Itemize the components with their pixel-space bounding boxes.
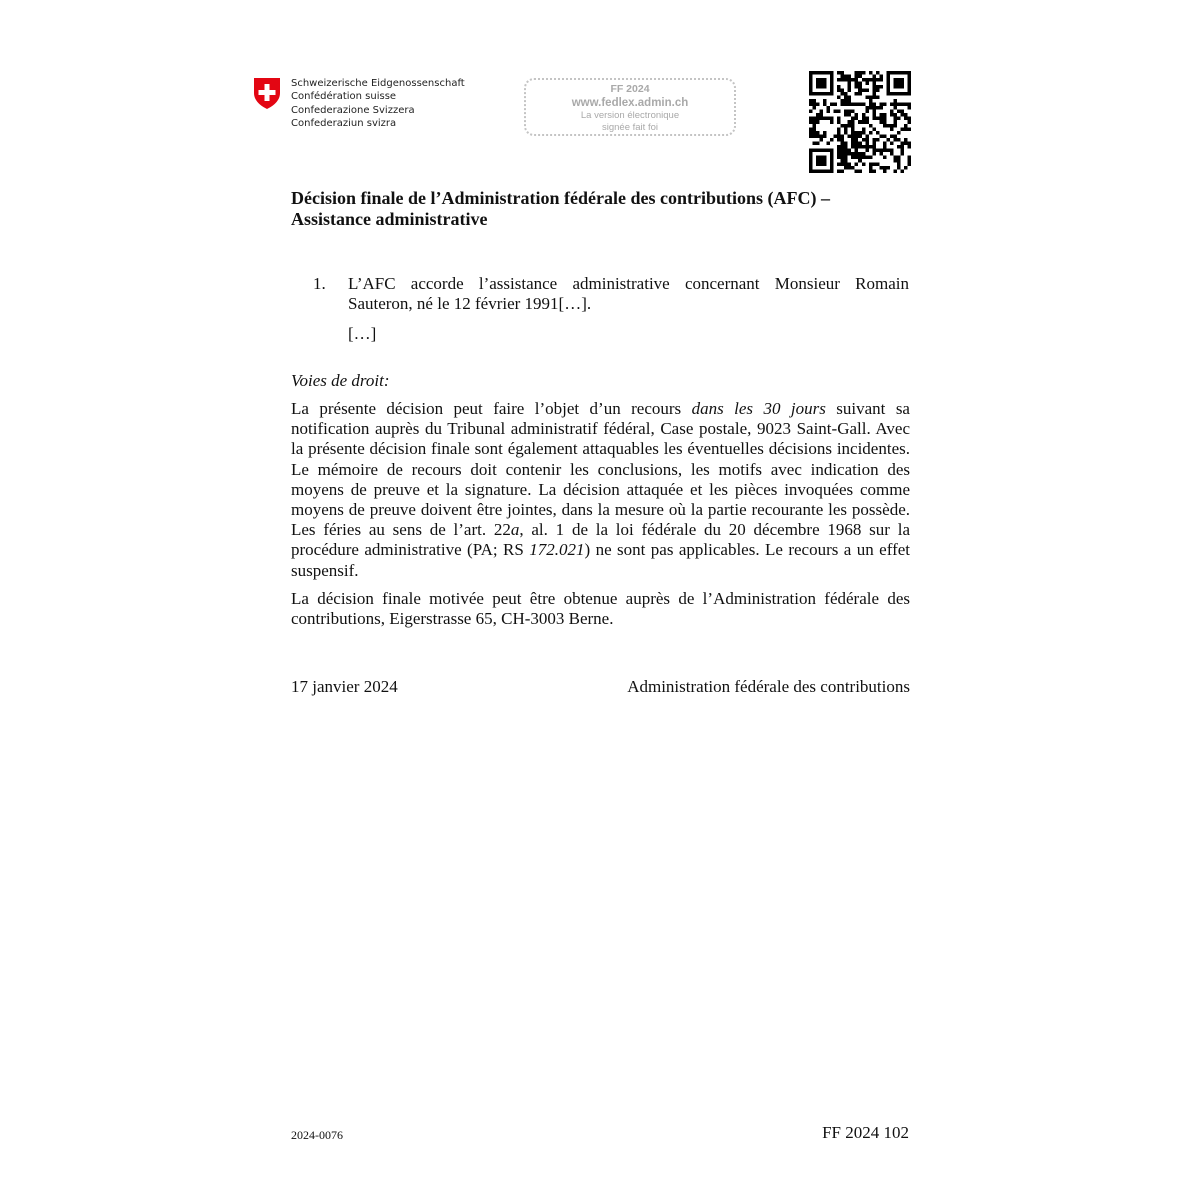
stamp-note-2: signée fait foi (602, 121, 658, 133)
reasoned-decision-paragraph: La décision finale motivée peut être obtenue auprès de l’Administration fédérale des contributions, Eigerstrasse 65, CH-3003 Berne. (291, 589, 910, 629)
qr-code-icon (809, 71, 911, 173)
confederation-name-rm: Confederaziun svizra (291, 118, 397, 130)
confederation-logo (253, 77, 465, 131)
confederation-name-it: Confederazione Svizzera (291, 104, 415, 116)
signature-stamp (524, 78, 736, 136)
document-title-line-2: Assistance administrative (291, 209, 488, 229)
para1-text-3: , al. 1 de la loi fédérale du 20 décembre 1968 sur la procédure administrative (PA; RS (291, 520, 910, 560)
document-title-line-1: Décision finale de l’Administration fédérale des contributions (AFC) – (291, 188, 830, 208)
confederation-names (291, 77, 465, 131)
omission-marker: […] (348, 324, 377, 343)
stamp-ff-label: FF 2024 (610, 83, 650, 95)
issuing-authority: Administration fédérale des contributions (627, 677, 910, 696)
item-number: 1. (313, 274, 326, 293)
legal-remedies-heading: Voies de droit: (291, 371, 390, 390)
para1-text-2: suivant sa notification auprès du Tribunal administratif fédéral, Case postale, 9023 Saint-Gall. Avec la présente décision finale sont également attaquables les éventuelles décisions incidentes. Le mémoire de recours doit contenir les conclusions, les motifs avec indication des moyens de preuve et la signature. La décision attaquée et les pièces invoquées comme moyens de preuve doivent être jointes, dans la mesure où la partie recourante les possède. Les féries au sens de l’art. 22 (291, 399, 910, 540)
document-date: 17 janvier 2024 (291, 677, 398, 696)
para1-rs-number: 172.021 (529, 540, 585, 560)
confederation-name-de: Schweizerische Eidgenossenschaft (291, 78, 465, 89)
stamp-url: www.fedlex.admin.ch (571, 97, 689, 109)
document-title (291, 188, 911, 230)
para1-deadline: dans les 30 jours (691, 399, 826, 418)
para1-text-4: ) ne sont pas applicables. Le recours a un effet suspensif. (291, 540, 910, 580)
decision-item (313, 274, 909, 314)
swiss-cross-shield-icon (253, 77, 281, 110)
para1-text-1: La présente décision peut faire l’objet d’un recours (291, 399, 692, 418)
stamp-note-1: La version électronique (580, 110, 680, 121)
federal-gazette-reference: FF 2024 102 (822, 1123, 909, 1142)
document-code: 2024-0076 (291, 1128, 343, 1142)
confederation-name-fr: Confédération suisse (291, 91, 397, 103)
item-text: L’AFC accorde l’assistance administrative concernant Monsieur Romain Sauteron, né le 12 février 1991[…]. (348, 274, 909, 314)
legal-remedies-paragraph (291, 399, 910, 581)
para1-article-letter: a (510, 520, 520, 540)
